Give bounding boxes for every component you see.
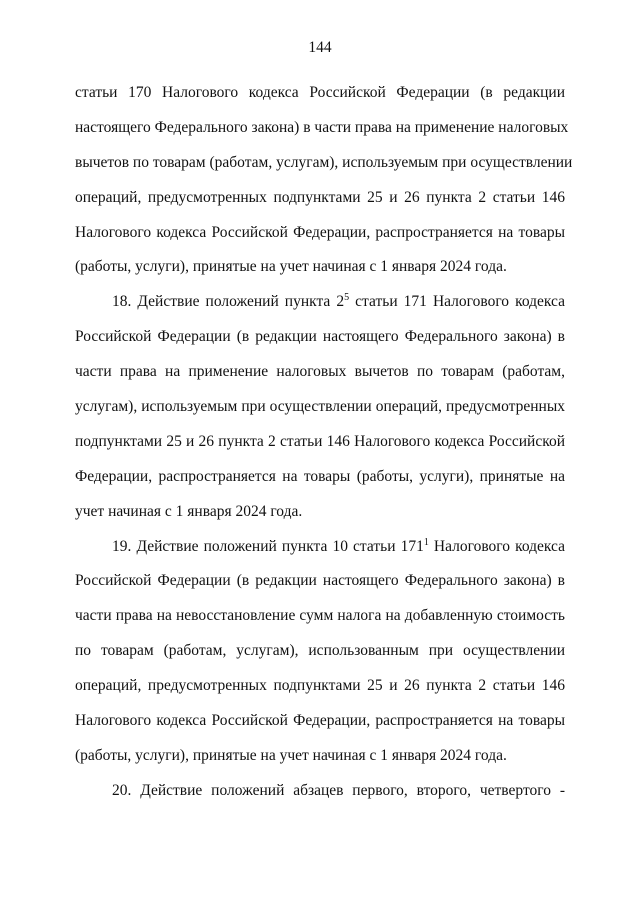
text-line: операций, предусмотренных подпунктами 25 и 26 пункта 2 статьи 146 bbox=[75, 677, 565, 695]
text-line: услугам), используемым при осуществлении операций, предусмотренных bbox=[75, 398, 565, 416]
text-span: статьи 171 Налогового кодекса bbox=[349, 293, 565, 311]
text-line: учет начиная с 1 января 2024 года. bbox=[75, 502, 303, 520]
document-body bbox=[75, 76, 573, 809]
text-line: настоящего Федерального закона) в части права на применение налоговых bbox=[75, 118, 569, 136]
text-line: Налогового кодекса Российской Федерации, распространяется на товары bbox=[75, 223, 565, 241]
text-span: 19. Действие положений пункта 10 статьи 171 bbox=[112, 537, 424, 555]
page-number: 144 bbox=[308, 39, 332, 56]
paragraph-first-line bbox=[75, 774, 565, 809]
superscript-index: 1 bbox=[423, 536, 429, 548]
text-line: операций, предусмотренных подпунктами 25 и 26 пункта 2 статьи 146 bbox=[75, 188, 565, 206]
paragraph-first-line bbox=[75, 530, 565, 565]
text-line: Налогового кодекса Российской Федерации, распространяется на товары bbox=[75, 712, 565, 730]
text-line: Федерации, распространяется на товары (работы, услуги), принятые на bbox=[75, 467, 565, 485]
text-span: 20. Действие положений абзацев первого, второго, четвертого - bbox=[112, 781, 565, 799]
paragraph-20 bbox=[75, 774, 565, 809]
text-line: части права на применение налоговых вычетов по товарам (работам, bbox=[75, 363, 565, 381]
text-line: подпунктами 25 и 26 пункта 2 статьи 146 Налогового кодекса Российской bbox=[75, 432, 565, 450]
text-line: (работы, услуги), принятые на учет начиная с 1 января 2024 года. bbox=[75, 258, 507, 276]
text-line: Российской Федерации (в редакции настоящего Федерального закона) в bbox=[75, 572, 565, 590]
text-line: Российской Федерации (в редакции настоящего Федерального закона) в bbox=[75, 328, 565, 346]
text-line: по товарам (работам, услугам), использованным при осуществлении bbox=[75, 642, 565, 660]
text-span: Налогового кодекса bbox=[428, 537, 565, 555]
paragraph-18 bbox=[75, 285, 565, 529]
paragraph-continuation bbox=[75, 76, 573, 285]
text-line: статьи 170 Налогового кодекса Российской Федерации (в редакции bbox=[75, 84, 565, 101]
text-line: (работы, услуги), принятые на учет начиная с 1 января 2024 года. bbox=[75, 746, 507, 764]
paragraph-first-line bbox=[75, 285, 565, 320]
text-span: 18. Действие положений пункта 2 bbox=[112, 293, 345, 311]
superscript-index: 5 bbox=[344, 292, 350, 304]
paragraph-19 bbox=[75, 530, 565, 774]
text-line: части права на невосстановление сумм налога на добавленную стоимость bbox=[75, 607, 565, 625]
text-line: вычетов по товарам (работам, услугам), используемым при осуществлении bbox=[75, 153, 573, 171]
